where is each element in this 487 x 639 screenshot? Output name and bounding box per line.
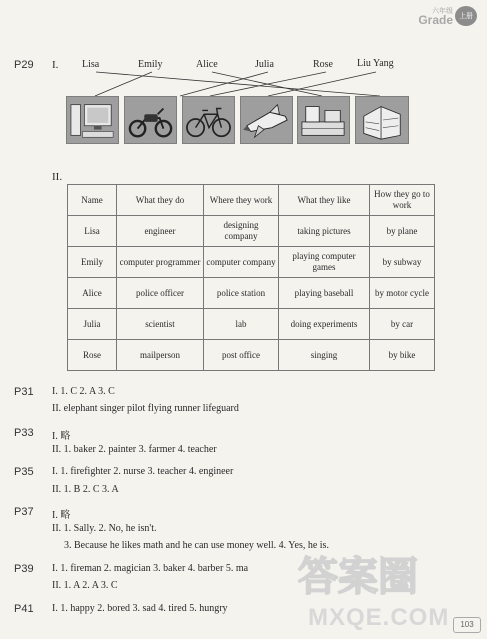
table-cell: Lisa <box>68 216 117 247</box>
table-cell: Alice <box>68 278 117 309</box>
table-row <box>68 340 435 371</box>
table-cell: by motor cycle <box>370 278 435 309</box>
answer-line: II. 1. Sally. 2. No, he isn't. <box>52 523 157 534</box>
part1-label: I. <box>52 59 59 71</box>
name-emily: Emily <box>138 59 163 70</box>
name-liu-yang: Liu Yang <box>357 58 394 69</box>
table-cell: Emily <box>68 247 117 278</box>
info-table <box>67 184 435 371</box>
answer-line: I. 1. fireman 2. magician 3. baker 4. barber 5. ma <box>52 563 249 574</box>
bicycle-icon <box>182 96 235 144</box>
part2-label: II. <box>52 171 63 183</box>
page-label-p41: P41 <box>14 603 34 615</box>
name-alice: Alice <box>196 59 218 70</box>
table-header-row <box>68 185 435 216</box>
space-shuttle-icon <box>240 96 293 144</box>
table-row <box>68 216 435 247</box>
table-cell: by bike <box>370 340 435 371</box>
table-cell: computer programmer <box>117 247 204 278</box>
table-cell: doing experiments <box>279 309 370 340</box>
table-cell: playing baseball <box>279 278 370 309</box>
table-cell: computer company <box>204 247 279 278</box>
answer-line: II. 1. A 2. A 3. C <box>52 580 118 591</box>
answer-line: I. 1. firefighter 2. nurse 3. teacher 4. engineer <box>52 466 234 477</box>
col-header-job: What they do <box>117 185 204 216</box>
page-number: 103 <box>453 617 481 633</box>
table-cell: singing <box>279 340 370 371</box>
matching-lines <box>0 0 487 100</box>
table-cell: by car <box>370 309 435 340</box>
name-lisa: Lisa <box>82 59 100 70</box>
page-label-p33: P33 <box>14 427 34 439</box>
table-cell: Julia <box>68 309 117 340</box>
answer-line: I. 略 <box>52 431 71 442</box>
name-rose: Rose <box>313 59 333 70</box>
laboratory-icon <box>297 96 350 144</box>
table-row <box>68 247 435 278</box>
table-cell: taking pictures <box>279 216 370 247</box>
page-label-p39: P39 <box>14 563 34 575</box>
table-cell: scientist <box>117 309 204 340</box>
answer-line: I. 略 <box>52 510 71 521</box>
answer-line: II. elephant singer pilot flying runner lifeguard <box>52 403 239 414</box>
table-cell: Rose <box>68 340 117 371</box>
watermark-main: 答案圈 <box>298 554 418 600</box>
table-cell: playing computer games <box>279 247 370 278</box>
motorcycle-icon <box>124 96 177 144</box>
grade-small-label: 六年级 <box>432 7 453 15</box>
answer-line: 3. Because he likes math and he can use money well. 4. Yes, he is. <box>64 540 329 551</box>
table-cell: post office <box>204 340 279 371</box>
watermark <box>294 546 474 636</box>
page-label-p37: P37 <box>14 506 34 518</box>
table-cell: lab <box>204 309 279 340</box>
col-header-workplace: Where they work <box>204 185 279 216</box>
page-label-p35: P35 <box>14 466 34 478</box>
table-cell: mailperson <box>117 340 204 371</box>
answer-line: II. 1. baker 2. painter 3. farmer 4. teacher <box>52 444 217 455</box>
table-cell: engineer <box>117 216 204 247</box>
name-julia: Julia <box>255 59 274 70</box>
table-cell: by plane <box>370 216 435 247</box>
table-row <box>68 309 435 340</box>
watermark-url: MXQE.COM <box>308 604 450 631</box>
col-header-name: Name <box>68 185 117 216</box>
computer-icon <box>66 96 119 144</box>
building-icon <box>355 96 409 144</box>
answer-line: I. 1. C 2. A 3. C <box>52 386 115 397</box>
table-cell: police station <box>204 278 279 309</box>
table-row <box>68 278 435 309</box>
answer-line: I. 1. happy 2. bored 3. sad 4. tired 5. hungry <box>52 603 228 614</box>
col-header-likes: What they like <box>279 185 370 216</box>
answer-line: II. 1. B 2. C 3. A <box>52 484 119 495</box>
col-header-transport: How they go to work <box>370 185 435 216</box>
table-cell: police officer <box>117 278 204 309</box>
table-cell: designing company <box>204 216 279 247</box>
grade-label: Grade <box>418 13 453 27</box>
table-cell: by subway <box>370 247 435 278</box>
page-label-p31: P31 <box>14 386 34 398</box>
page-label-p29: P29 <box>14 59 34 71</box>
volume-badge: 上册 <box>455 6 477 26</box>
watermark-logo-icon <box>294 546 474 606</box>
